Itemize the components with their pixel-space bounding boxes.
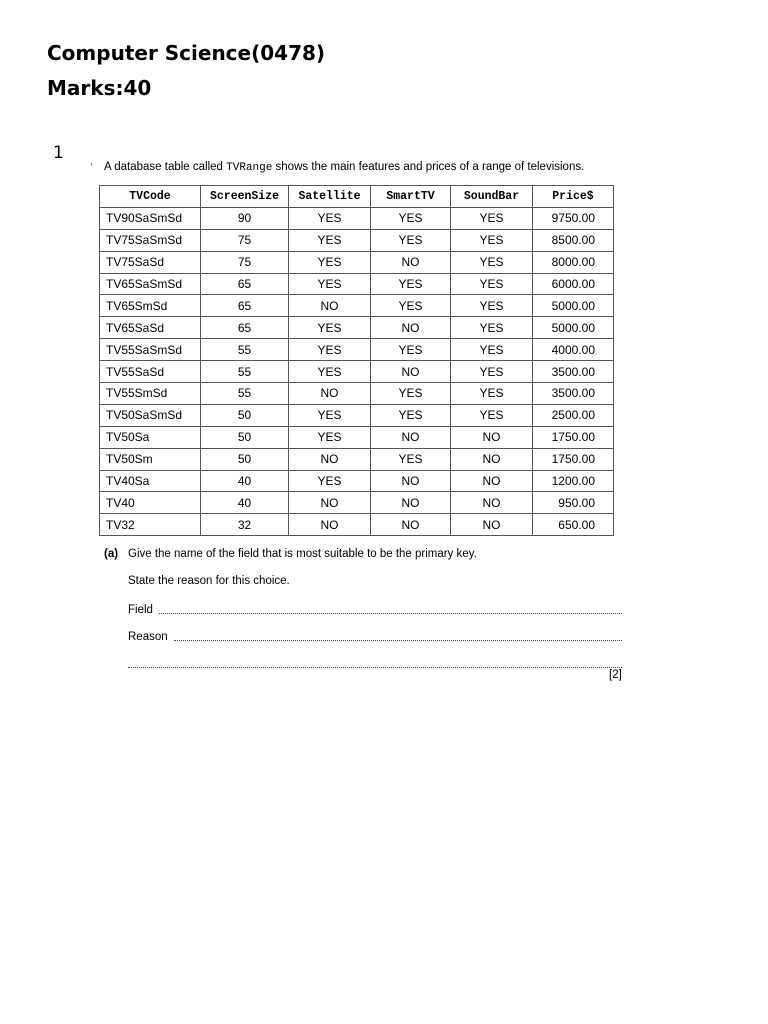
table-cell: 65 bbox=[201, 273, 289, 295]
table-cell: YES bbox=[289, 404, 371, 426]
table-cell: NO bbox=[451, 426, 533, 448]
table-cell: TV55SmSd bbox=[100, 383, 201, 405]
table-cell: NO bbox=[371, 251, 451, 273]
table-row bbox=[100, 404, 614, 426]
column-header: SmartTV bbox=[371, 186, 451, 208]
table-cell: YES bbox=[289, 317, 371, 339]
table-cell: 6000.00 bbox=[533, 273, 614, 295]
table-cell: YES bbox=[371, 339, 451, 361]
table-cell: YES bbox=[451, 295, 533, 317]
table-cell: TV40 bbox=[100, 492, 201, 514]
table-cell: 75 bbox=[201, 251, 289, 273]
page-title: Computer Science(0478) bbox=[47, 41, 326, 65]
table-row bbox=[100, 470, 614, 492]
table-cell: NO bbox=[289, 448, 371, 470]
table-cell: 40 bbox=[201, 492, 289, 514]
table-row bbox=[100, 273, 614, 295]
table-row bbox=[100, 207, 614, 229]
table-cell: YES bbox=[371, 295, 451, 317]
part-a-reason-prompt: State the reason for this choice. bbox=[128, 575, 290, 587]
field-dotted-line bbox=[159, 613, 622, 614]
table-cell: YES bbox=[371, 273, 451, 295]
column-header: Satellite bbox=[289, 186, 371, 208]
table-cell: NO bbox=[371, 514, 451, 536]
table-row bbox=[100, 492, 614, 514]
part-a-question: Give the name of the field that is most suitable to be the primary key. bbox=[128, 548, 477, 560]
table-row bbox=[100, 295, 614, 317]
table-cell: TV50Sa bbox=[100, 426, 201, 448]
table-row bbox=[100, 251, 614, 273]
table-cell: YES bbox=[289, 251, 371, 273]
table-cell: 650.00 bbox=[533, 514, 614, 536]
table-row bbox=[100, 426, 614, 448]
table-cell: 40 bbox=[201, 470, 289, 492]
table-cell: YES bbox=[289, 207, 371, 229]
table-row bbox=[100, 229, 614, 251]
table-cell: TV55SaSmSd bbox=[100, 339, 201, 361]
table-cell: YES bbox=[289, 426, 371, 448]
table-cell: 50 bbox=[201, 448, 289, 470]
table-cell: 1750.00 bbox=[533, 448, 614, 470]
extra-answer-line[interactable] bbox=[128, 656, 622, 670]
question-number: 1 bbox=[53, 143, 64, 163]
reason-dotted-line bbox=[174, 640, 622, 641]
extra-dotted-line bbox=[128, 667, 622, 668]
table-cell: NO bbox=[451, 448, 533, 470]
table-cell: TV40Sa bbox=[100, 470, 201, 492]
table-cell: TV90SaSmSd bbox=[100, 207, 201, 229]
marks-heading: Marks:40 bbox=[47, 76, 152, 100]
table-cell: NO bbox=[371, 470, 451, 492]
table-cell: NO bbox=[371, 492, 451, 514]
table-cell: YES bbox=[371, 207, 451, 229]
table-cell: 90 bbox=[201, 207, 289, 229]
table-row bbox=[100, 339, 614, 361]
table-cell: TV50SaSmSd bbox=[100, 404, 201, 426]
table-cell: TV65SaSmSd bbox=[100, 273, 201, 295]
table-cell: TV32 bbox=[100, 514, 201, 536]
question-intro bbox=[104, 161, 584, 174]
table-body bbox=[100, 207, 614, 535]
table-cell: 950.00 bbox=[533, 492, 614, 514]
table-cell: YES bbox=[451, 207, 533, 229]
table-row bbox=[100, 383, 614, 405]
table-cell: TV55SaSd bbox=[100, 361, 201, 383]
table-cell: YES bbox=[451, 383, 533, 405]
column-header: ScreenSize bbox=[201, 186, 289, 208]
table-cell: YES bbox=[451, 317, 533, 339]
table-cell: NO bbox=[371, 426, 451, 448]
table-cell: YES bbox=[371, 404, 451, 426]
table-cell: YES bbox=[451, 361, 533, 383]
table-cell: 1750.00 bbox=[533, 426, 614, 448]
table-cell: TV65SmSd bbox=[100, 295, 201, 317]
table-cell: NO bbox=[371, 317, 451, 339]
table-cell: 8000.00 bbox=[533, 251, 614, 273]
column-header: TVCode bbox=[100, 186, 201, 208]
table-cell: 55 bbox=[201, 339, 289, 361]
table-cell: 50 bbox=[201, 426, 289, 448]
field-answer-line[interactable] bbox=[128, 602, 622, 616]
table-cell: TV75SaSd bbox=[100, 251, 201, 273]
table-cell: YES bbox=[289, 229, 371, 251]
intro-text-before: A database table called bbox=[104, 161, 227, 173]
table-cell: 75 bbox=[201, 229, 289, 251]
table-cell: 4000.00 bbox=[533, 339, 614, 361]
table-row bbox=[100, 361, 614, 383]
table-cell: NO bbox=[451, 492, 533, 514]
table-cell: YES bbox=[289, 273, 371, 295]
table-cell: TV65SaSd bbox=[100, 317, 201, 339]
table-cell: YES bbox=[451, 251, 533, 273]
tv-range-table bbox=[99, 185, 614, 536]
table-cell: YES bbox=[451, 339, 533, 361]
table-cell: YES bbox=[451, 229, 533, 251]
column-header: Price$ bbox=[533, 186, 614, 208]
table-cell: TV50Sm bbox=[100, 448, 201, 470]
table-cell: 8500.00 bbox=[533, 229, 614, 251]
field-label: Field bbox=[128, 604, 153, 616]
table-cell: 55 bbox=[201, 383, 289, 405]
table-cell: YES bbox=[371, 448, 451, 470]
table-cell: NO bbox=[371, 361, 451, 383]
table-row bbox=[100, 514, 614, 536]
table-cell: 2500.00 bbox=[533, 404, 614, 426]
table-cell: YES bbox=[451, 273, 533, 295]
table-cell: NO bbox=[289, 295, 371, 317]
table-row bbox=[100, 448, 614, 470]
table-cell: 5000.00 bbox=[533, 295, 614, 317]
table-cell: NO bbox=[289, 492, 371, 514]
reason-answer-line[interactable] bbox=[128, 629, 622, 643]
table-header-row bbox=[100, 186, 614, 208]
scan-mark: ' bbox=[90, 162, 93, 173]
part-a-label: (a) bbox=[104, 548, 119, 560]
table-cell: YES bbox=[289, 339, 371, 361]
table-cell: NO bbox=[451, 470, 533, 492]
table-cell: YES bbox=[451, 404, 533, 426]
table-cell: YES bbox=[371, 229, 451, 251]
table-cell: NO bbox=[289, 383, 371, 405]
intro-text-after: shows the main features and prices of a range of televisions. bbox=[272, 161, 585, 173]
table-cell: 3500.00 bbox=[533, 361, 614, 383]
table-cell: 3500.00 bbox=[533, 383, 614, 405]
marks-indicator: [2] bbox=[609, 669, 622, 681]
column-header: SoundBar bbox=[451, 186, 533, 208]
table-cell: 5000.00 bbox=[533, 317, 614, 339]
table-cell: YES bbox=[289, 361, 371, 383]
table-row bbox=[100, 317, 614, 339]
table-cell: NO bbox=[451, 514, 533, 536]
table-cell: 55 bbox=[201, 361, 289, 383]
table-name: TVRange bbox=[226, 162, 273, 174]
table-cell: 65 bbox=[201, 317, 289, 339]
table-cell: 1200.00 bbox=[533, 470, 614, 492]
table-cell: TV75SaSmSd bbox=[100, 229, 201, 251]
table-cell: YES bbox=[289, 470, 371, 492]
table-cell: 32 bbox=[201, 514, 289, 536]
table-cell: 65 bbox=[201, 295, 289, 317]
reason-label: Reason bbox=[128, 631, 168, 643]
table-cell: NO bbox=[289, 514, 371, 536]
table-cell: 50 bbox=[201, 404, 289, 426]
table-cell: 9750.00 bbox=[533, 207, 614, 229]
table-cell: YES bbox=[371, 383, 451, 405]
